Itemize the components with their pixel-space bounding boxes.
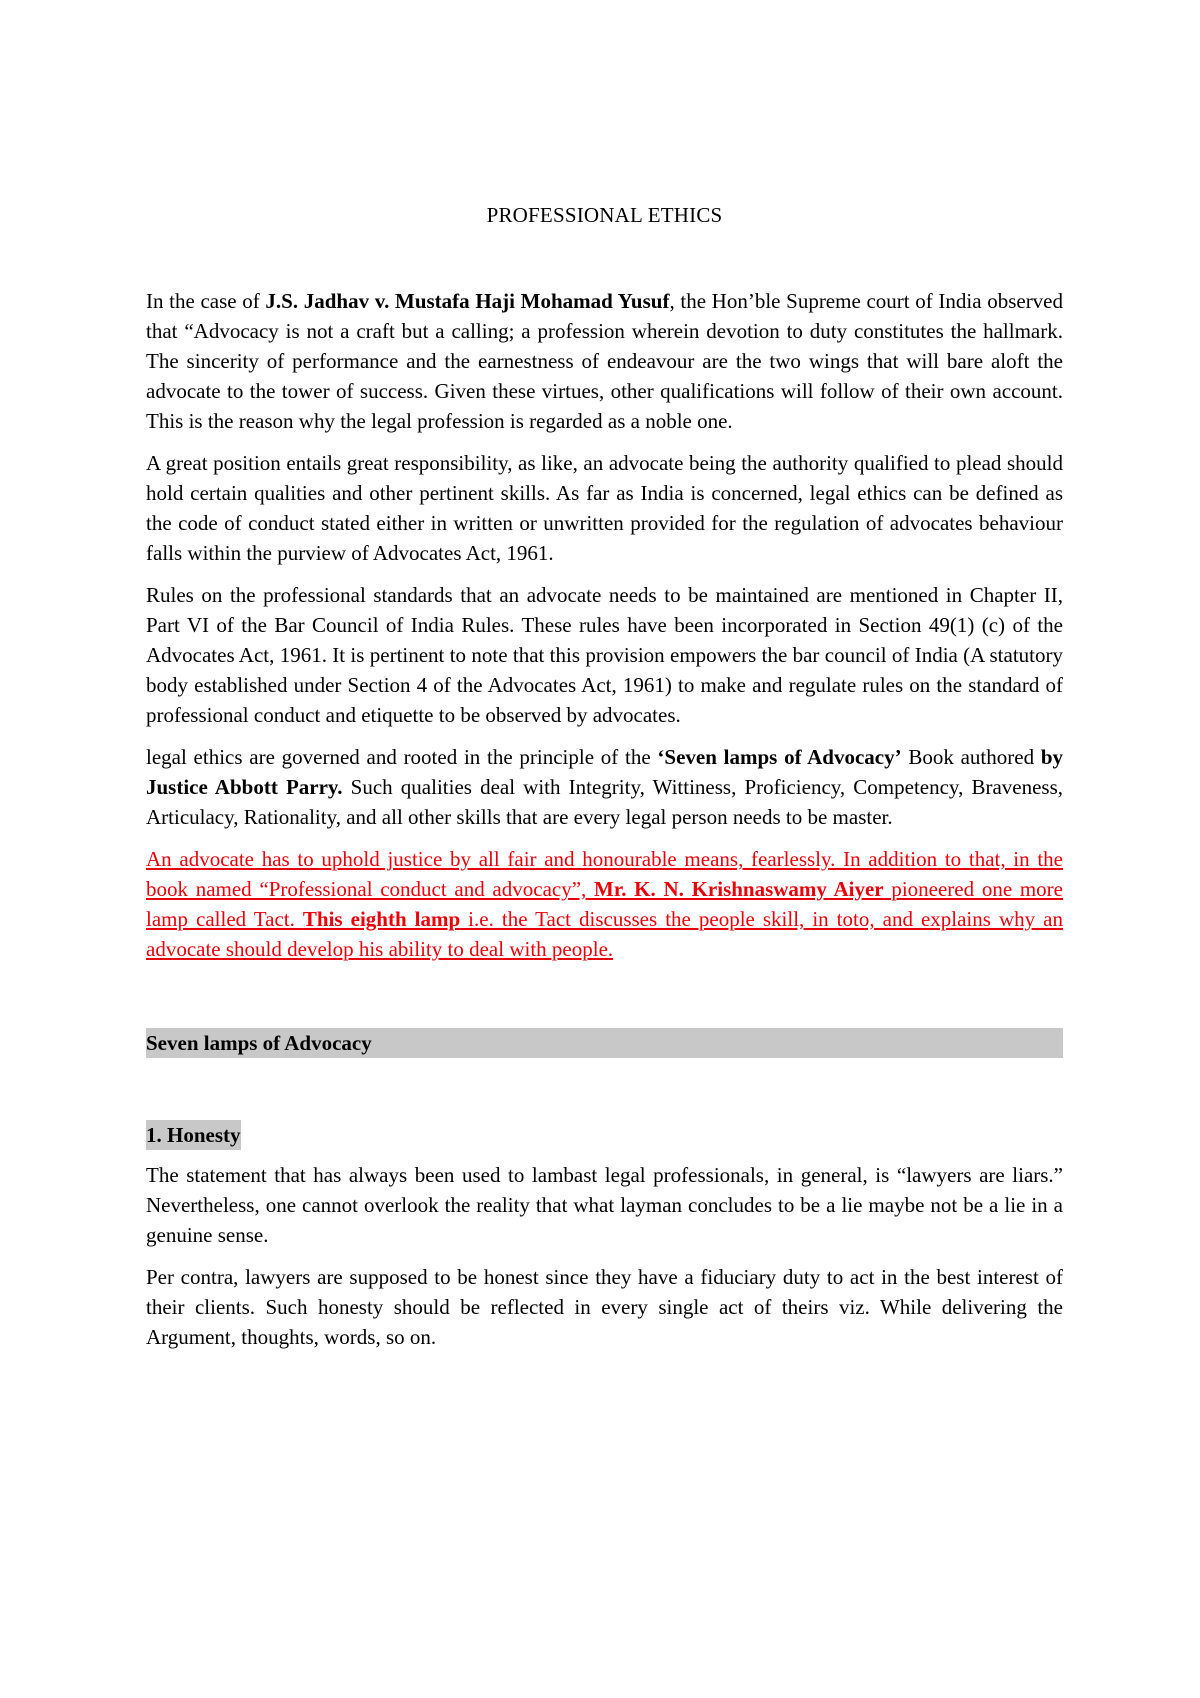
paragraph-text: Such qualities deal with Integrity, Wittiness, Proficiency, Competency, Braveness, Articulacy, Rationality, and all other skills that are every legal person needs to be master.	[146, 775, 1064, 829]
paragraph-text: An advocate has to uphold justice by all fair and honourable means, fearlessly. In addition to that, in the book named “Professional conduct and advocacy”,	[146, 847, 1063, 901]
paragraph-text: legal ethics are governed and rooted in the principle of the	[146, 745, 658, 769]
paragraph-rules: Rules on the professional standards that an advocate needs to be maintained are mentioned in Chapter II, Part VI of the Bar Council of India Rules. These rules have been incorporated in Section 49(1) (c) of the Advocates Act, 1961. It is pertinent to note that this provision empowers the bar council of India (A statutory body established under Section 4 of the Advocates Act, 1961) to make and regulate rules on the standard of professional conduct and etiquette to be observed by advocates.	[146, 583, 1063, 727]
book-title: ‘Seven lamps of Advocacy’	[657, 745, 902, 769]
paragraph-text: i.e. the Tact discusses the people skill, in toto, and explains why an advocate should develop his ability to deal with people.	[146, 907, 1063, 961]
paragraph-responsibility: A great position entails great responsibility, as like, an advocate being the authority qualified to plead should hold certain qualities and other pertinent skills. As far as India is concerned, legal ethics can be defined as the code of conduct stated either in written or unwritten provided for the regulation of advocates behaviour falls within the purview of Advocates Act, 1961.	[146, 451, 1063, 565]
sub-heading-container	[146, 1058, 1063, 1160]
section-heading-seven-lamps: Seven lamps of Advocacy	[146, 1028, 1063, 1058]
paragraph-honesty-1: The statement that has always been used to lambast legal professionals, in general, is “lawyers are liars.” Nevertheless, one cannot overlook the reality that what layman concludes to be a lie maybe not be a lie in a genuine sense.	[146, 1163, 1063, 1247]
case-name: J.S. Jadhav v. Mustafa Haji Mohamad Yusuf	[265, 289, 670, 313]
paragraph-seven-lamps	[146, 742, 1063, 832]
author-name: by Justice Abbott Parry.	[146, 745, 1063, 799]
paragraph-text: In the case of	[146, 289, 266, 313]
paragraph-text: , the Hon’ble Supreme court of India observed that “Advocacy is not a craft but a calling; a profession wherein devotion to duty constitutes the hallmark. The sincerity of performance and the earnestness of endeavour are the two wings that will bare aloft the advocate to the tower of success. Given these virtues, other qualifications will follow of their own account. This is the reason why the legal profession is regarded as a noble one.	[146, 289, 1064, 433]
eighth-lamp: This eighth lamp	[302, 907, 461, 931]
paragraph-honesty-2: Per contra, lawyers are supposed to be honest since they have a fiduciary duty to act in the best interest of their clients. Such honesty should be reflected in every single act of theirs viz. While delivering the Argument, thoughts, words, so on.	[146, 1265, 1063, 1349]
paragraph-text: pioneered one more lamp called Tact.	[146, 877, 1063, 931]
document-title: PROFESSIONAL ETHICS	[486, 203, 723, 227]
paragraph-tact-highlight	[146, 844, 1063, 964]
sub-heading-honesty: 1. Honesty	[146, 1120, 241, 1150]
person-name: Mr. K. N. Krishnaswamy Aiyer	[594, 877, 884, 901]
document-body	[146, 200, 1063, 1364]
paragraph-text: Book authored	[901, 745, 1041, 769]
paragraph-case-intro	[146, 286, 1063, 436]
